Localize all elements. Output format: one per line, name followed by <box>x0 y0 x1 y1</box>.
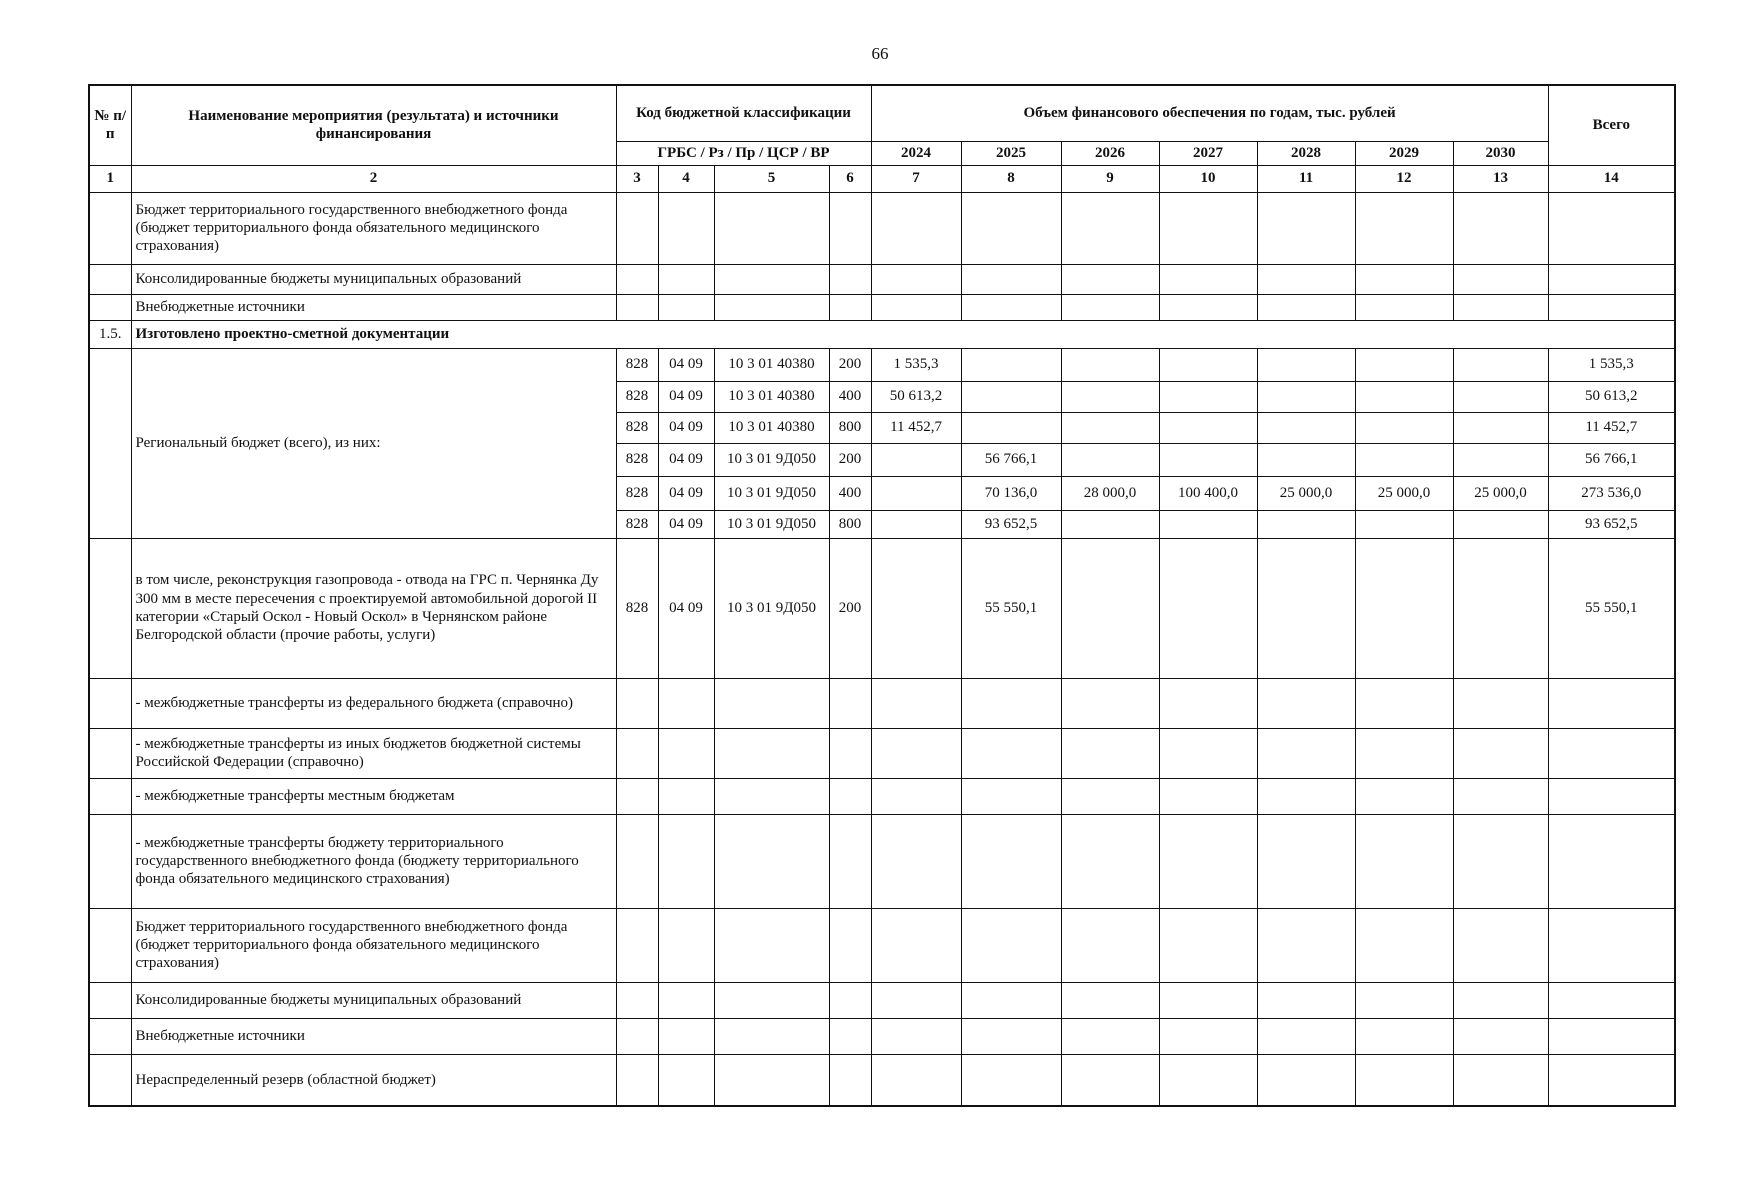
section-title: Изготовлено проектно-сметной документации <box>131 320 1675 348</box>
cell-rz-pr: 04 09 <box>658 348 714 381</box>
cell-2026 <box>1061 510 1159 538</box>
cell-grbs: 828 <box>616 510 658 538</box>
cell-vr: 200 <box>829 348 871 381</box>
column-number: 6 <box>829 165 871 192</box>
table-row <box>89 294 1675 320</box>
row-name: Консолидированные бюджеты муниципальных образований <box>131 264 616 294</box>
header-year: 2024 <box>871 141 961 165</box>
cell-total: 1 535,3 <box>1548 348 1675 381</box>
table-row <box>89 908 1675 982</box>
header-year: 2027 <box>1159 141 1257 165</box>
cell-total: 273 536,0 <box>1548 476 1675 510</box>
section-number: 1.5. <box>89 320 131 348</box>
column-number: 1 <box>89 165 131 192</box>
cell-2024 <box>871 443 961 476</box>
cell-csr: 10 3 01 9Д050 <box>714 538 829 678</box>
cell-2024 <box>871 510 961 538</box>
cell-grbs: 828 <box>616 538 658 678</box>
cell-2027 <box>1159 412 1257 443</box>
regional-row <box>89 348 1675 381</box>
row-name: - межбюджетные трансферты местным бюджетам <box>131 778 616 814</box>
cell-2028 <box>1257 348 1355 381</box>
row-name: Внебюджетные источники <box>131 294 616 320</box>
column-number: 11 <box>1257 165 1355 192</box>
cell-grbs: 828 <box>616 348 658 381</box>
cell-2024: 11 452,7 <box>871 412 961 443</box>
cell-2028: 25 000,0 <box>1257 476 1355 510</box>
cell-vr: 800 <box>829 412 871 443</box>
table-row <box>89 814 1675 908</box>
cell-rz-pr: 04 09 <box>658 476 714 510</box>
cell-vr: 400 <box>829 381 871 412</box>
cell-2027: 100 400,0 <box>1159 476 1257 510</box>
cell-2027 <box>1159 381 1257 412</box>
cell-2025 <box>961 348 1061 381</box>
cell-csr: 10 3 01 40380 <box>714 381 829 412</box>
table-row <box>89 728 1675 778</box>
row-name: Бюджет территориального государственного внебюджетного фонда (бюджет территориального фонда обязательного медицинского страхования) <box>131 192 616 264</box>
cell-2025: 93 652,5 <box>961 510 1061 538</box>
column-number: 9 <box>1061 165 1159 192</box>
header-year: 2030 <box>1453 141 1548 165</box>
row-name: - межбюджетные трансферты из иных бюджетов бюджетной системы Российской Федерации (справочно) <box>131 728 616 778</box>
cell-2029 <box>1355 348 1453 381</box>
section-row <box>89 320 1675 348</box>
cell-2025 <box>961 412 1061 443</box>
cell-2028 <box>1257 443 1355 476</box>
cell-2026 <box>1061 412 1159 443</box>
table-row <box>89 678 1675 728</box>
cell-2027 <box>1159 348 1257 381</box>
cell-grbs: 828 <box>616 381 658 412</box>
header-year: 2026 <box>1061 141 1159 165</box>
including-row <box>89 538 1675 678</box>
cell-vr: 200 <box>829 538 871 678</box>
cell-total: 93 652,5 <box>1548 510 1675 538</box>
cell-rz-pr: 04 09 <box>658 443 714 476</box>
column-number: 12 <box>1355 165 1453 192</box>
row-name: - межбюджетные трансферты из федерального бюджета (справочно) <box>131 678 616 728</box>
cell-total: 11 452,7 <box>1548 412 1675 443</box>
row-name: Бюджет территориального государственного внебюджетного фонда (бюджет территориального фонда обязательного медицинского страхования) <box>131 908 616 982</box>
cell-2029 <box>1355 412 1453 443</box>
header-name: Наименование мероприятия (результата) и источники финансирования <box>131 85 616 165</box>
cell-2024: 50 613,2 <box>871 381 961 412</box>
column-number: 2 <box>131 165 616 192</box>
page-number: 66 <box>871 44 889 63</box>
header-code: Код бюджетной классификации <box>616 85 871 141</box>
header-num: № п/п <box>89 85 131 165</box>
cell-2024: 1 535,3 <box>871 348 961 381</box>
column-number: 5 <box>714 165 829 192</box>
cell-2030 <box>1453 381 1548 412</box>
cell-2026: 28 000,0 <box>1061 476 1159 510</box>
cell-2029 <box>1355 443 1453 476</box>
column-number-row <box>89 165 1675 192</box>
cell-2028 <box>1257 510 1355 538</box>
cell-2030: 25 000,0 <box>1453 476 1548 510</box>
table-row <box>89 1054 1675 1106</box>
cell-2024 <box>871 476 961 510</box>
row-name: - межбюджетные трансферты бюджету территориального государственного внебюджетного фонда (бюджету территориального фонда обязательного медицинского страхования) <box>131 814 616 908</box>
header-volume: Объем финансового обеспечения по годам, тыс. рублей <box>871 85 1548 141</box>
header-code-sub: ГРБС / Рз / Пр / ЦСР / ВР <box>616 141 871 165</box>
column-number: 14 <box>1548 165 1675 192</box>
cell-2025 <box>961 381 1061 412</box>
cell-2025: 56 766,1 <box>961 443 1061 476</box>
table-row <box>89 982 1675 1018</box>
cell-2026 <box>1061 381 1159 412</box>
column-number: 4 <box>658 165 714 192</box>
cell-grbs: 828 <box>616 443 658 476</box>
cell-2028 <box>1257 381 1355 412</box>
cell-rz-pr: 04 09 <box>658 381 714 412</box>
cell-grbs: 828 <box>616 412 658 443</box>
cell-total: 55 550,1 <box>1548 538 1675 678</box>
cell-2030 <box>1453 510 1548 538</box>
cell-vr: 200 <box>829 443 871 476</box>
cell-2025: 70 136,0 <box>961 476 1061 510</box>
cell-csr: 10 3 01 40380 <box>714 412 829 443</box>
cell-2030 <box>1453 443 1548 476</box>
column-number: 10 <box>1159 165 1257 192</box>
cell-vr: 400 <box>829 476 871 510</box>
row-name: Нераспределенный резерв (областной бюджет) <box>131 1054 616 1106</box>
column-number: 3 <box>616 165 658 192</box>
column-number: 8 <box>961 165 1061 192</box>
table-row <box>89 264 1675 294</box>
cell-csr: 10 3 01 9Д050 <box>714 476 829 510</box>
cell-csr: 10 3 01 9Д050 <box>714 443 829 476</box>
row-name: Внебюджетные источники <box>131 1018 616 1054</box>
cell-csr: 10 3 01 9Д050 <box>714 510 829 538</box>
cell-total: 50 613,2 <box>1548 381 1675 412</box>
cell-2026 <box>1061 443 1159 476</box>
header-year: 2028 <box>1257 141 1355 165</box>
cell-2030 <box>1453 412 1548 443</box>
cell-2029: 25 000,0 <box>1355 476 1453 510</box>
header-year: 2029 <box>1355 141 1453 165</box>
cell-2026 <box>1061 348 1159 381</box>
table-row <box>89 1018 1675 1054</box>
cell-2029 <box>1355 381 1453 412</box>
cell-rz-pr: 04 09 <box>658 412 714 443</box>
column-number: 7 <box>871 165 961 192</box>
cell-2029 <box>1355 510 1453 538</box>
header-total: Всего <box>1548 85 1675 165</box>
cell-rz-pr: 04 09 <box>658 538 714 678</box>
including-label: в том числе, реконструкция газопровода - отвода на ГРС п. Чернянка Ду 300 мм в месте пересечения с проектируемой автомобильной дорогой II категории «Старый Оскол - Новый Оскол» в Чернянском районе Белгородской области (прочие работы, услуги) <box>131 538 616 678</box>
header-year: 2025 <box>961 141 1061 165</box>
cell-grbs: 828 <box>616 476 658 510</box>
cell-vr: 800 <box>829 510 871 538</box>
cell-2027 <box>1159 443 1257 476</box>
table-row <box>89 778 1675 814</box>
cell-total: 56 766,1 <box>1548 443 1675 476</box>
row-name: Консолидированные бюджеты муниципальных образований <box>131 982 616 1018</box>
cell-2028 <box>1257 412 1355 443</box>
cell-2025: 55 550,1 <box>961 538 1061 678</box>
financing-table <box>88 84 1676 1107</box>
cell-csr: 10 3 01 40380 <box>714 348 829 381</box>
cell-2027 <box>1159 510 1257 538</box>
cell-2030 <box>1453 348 1548 381</box>
table-row <box>89 192 1675 264</box>
cell-rz-pr: 04 09 <box>658 510 714 538</box>
column-number: 13 <box>1453 165 1548 192</box>
regional-budget-label: Региональный бюджет (всего), из них: <box>131 348 616 538</box>
